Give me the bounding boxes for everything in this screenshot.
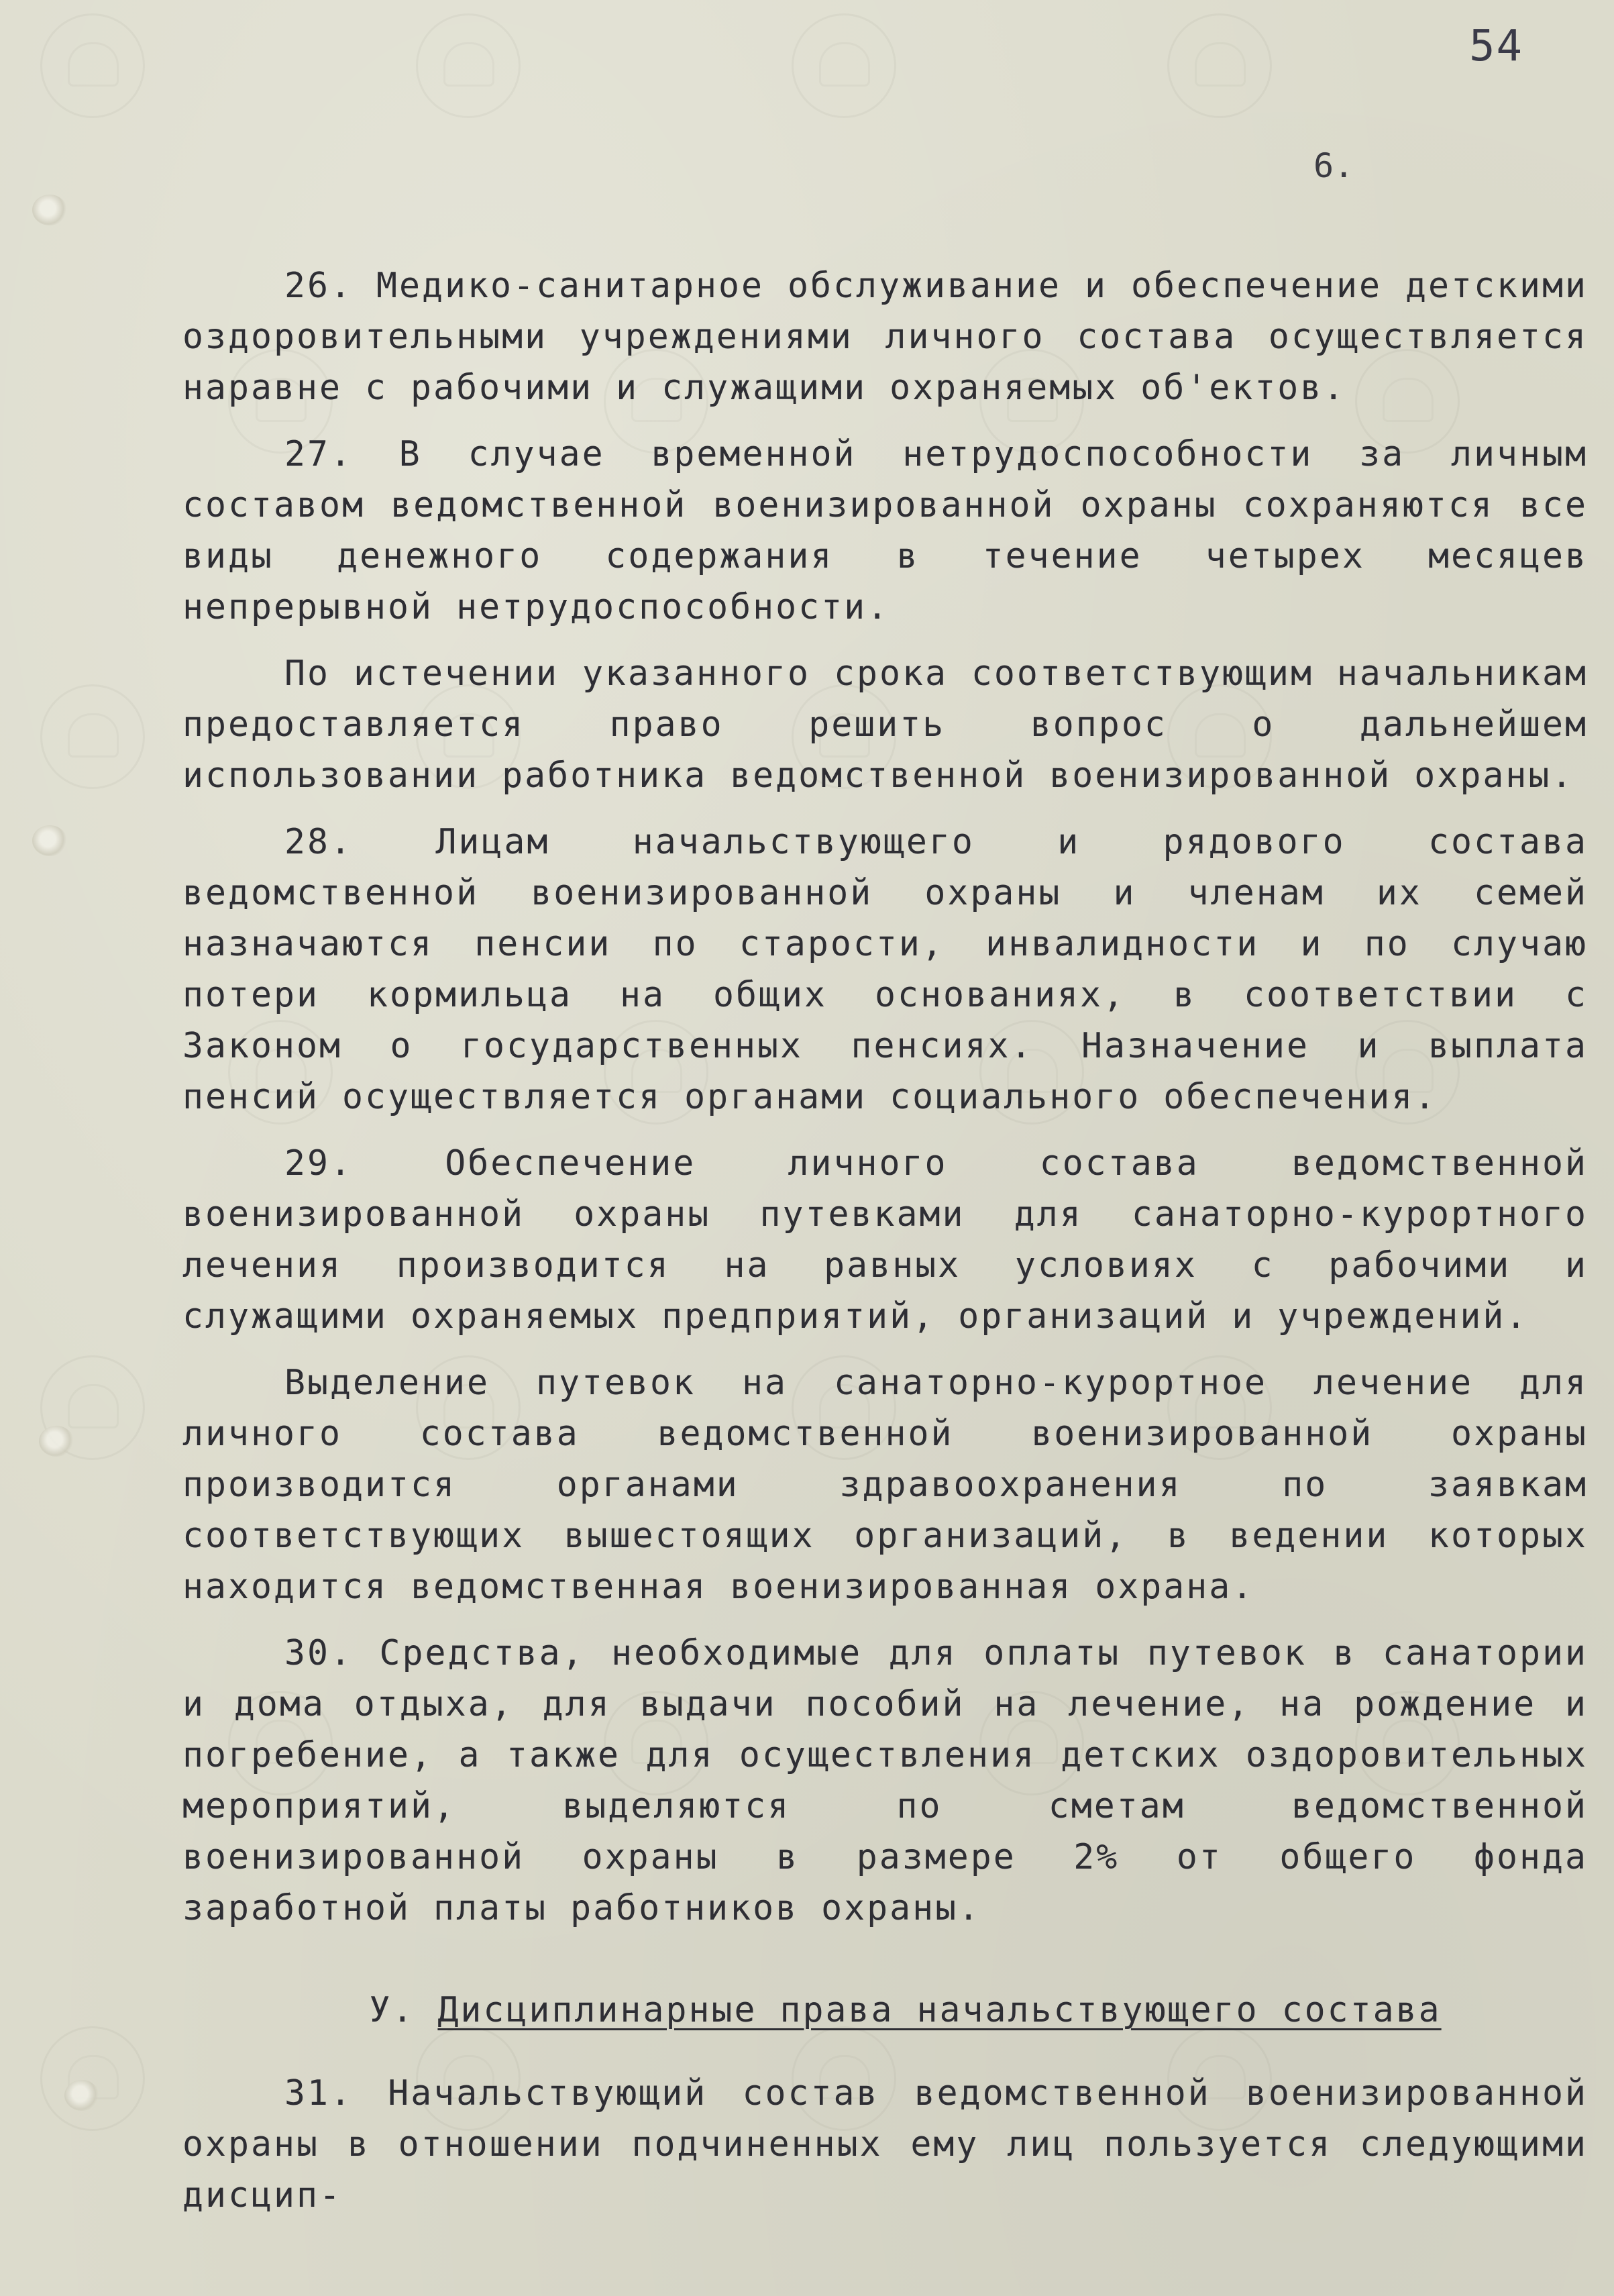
watermark [792, 13, 896, 118]
sheet-number: 6. [1313, 146, 1354, 185]
watermark [40, 684, 145, 789]
section-title: Дисциплинарные права начальствующего состава [437, 1990, 1442, 2030]
binding-hole [39, 1426, 74, 1457]
binding-hole [64, 2080, 99, 2111]
watermark [416, 13, 521, 118]
paragraph: 27. В случае временной нетрудоспособности за личным составом ведомственной военизированной охраны сохраняются все виды денежного содержания в течение четырех месяцев непрерывной нетрудоспособности. [182, 434, 1588, 627]
paragraph: 29. Обеспечение личного состава ведомственной военизированной охраны путевками для санаторно-курортного лечения производится на равных условиях с рабочими и служащими охраняемых предприятий, организаций и учреждений. [182, 1143, 1588, 1337]
binding-hole [32, 825, 67, 856]
watermark [40, 13, 145, 118]
document-body [182, 260, 1588, 2236]
archive-page-number: 54 [1469, 21, 1524, 71]
watermark [1167, 13, 1272, 118]
section-heading [182, 1985, 1588, 2036]
paragraph: 31. Начальствующий состав ведомственной военизированной охраны в отношении подчиненных ему лиц пользуется следующими дисцип- [182, 2073, 1588, 2215]
paragraph: 26. Медико-санитарное обслуживание и обеспечение детскими оздоровительными учреждениями личного состава осуществляется наравне с рабочими и служащими охраняемых об'ектов. [182, 266, 1588, 408]
binding-hole [32, 195, 67, 225]
section-number: У. [369, 1990, 415, 2030]
paragraph: 30. Средства, необходимые для оплаты путевок в санатории и дома отдыха, для выдачи пособий на лечение, на рождение и погребение, а также для осуществления детских оздоровительных мероприятий, выделяются по сметам ведомственной военизированной охраны в размере 2% от общего фонда заработной платы работников охраны. [182, 1633, 1588, 1928]
watermark [40, 2026, 145, 2131]
paragraph: 28. Лицам начальствующего и рядового состава ведомственной военизированной охраны и членам их семей назначаются пенсии по старости, инвалидности и по случаю потери кормильца на общих основаниях, в соответствии с Законом о государственных пенсиях. Назначение и выплата пенсий осуществляется органами социального обеспечения. [182, 822, 1588, 1117]
paragraph: Выделение путевок на санаторно-курортное лечение для личного состава ведомственной военизированной охраны производится органами здравоохранения по заявкам соответствующих вышестоящих организаций, в ведении которых находится ведомственная военизированная охрана. [182, 1363, 1588, 1607]
paragraph: По истечении указанного срока соответствующим начальникам предоставляется право решить вопрос о дальнейшем использовании работника ведомственной военизированной охраны. [182, 654, 1588, 796]
